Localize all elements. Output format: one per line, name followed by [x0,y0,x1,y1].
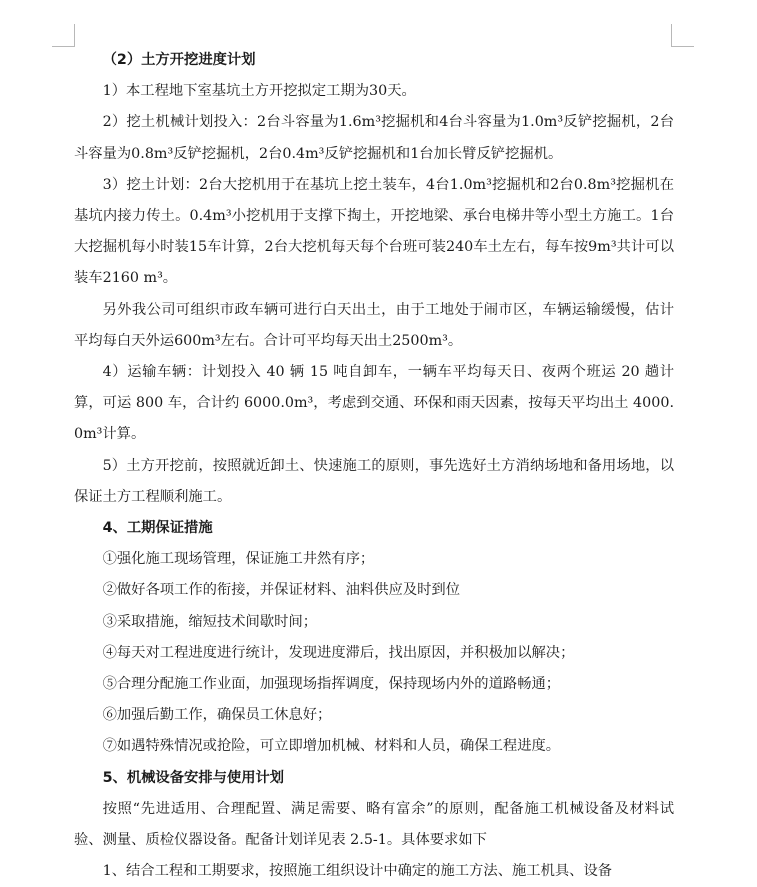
list-item: ⑦如遇特殊情况或抢险，可立即增加机械、材料和人员，确保工程进度。 [102,738,561,755]
list-item: ②做好各项工作的衔接，并保证材料、油料供应及时到位 [102,582,461,599]
paragraph: 另外我公司可组织市政车辆可进行白天出土，由于工地处于闹市区，车辆运输缓慢，估计平均每白天外运600m³左右。合计可平均每天出土2500m³。 [74,301,674,349]
margin-corner-top-right [671,24,694,47]
document-body [74,45,674,887]
paragraph: 4）运输车辆：计划投入 40 辆 15 吨自卸车，一辆车平均每天日、夜两个班运 20 趟计算，可运 800 车，合计约 6000.0m³，考虑到交通、环保和雨天因素，按每天平均出土 4000.0m³计算。 [74,364,674,443]
paragraph: 1、结合工程和工期要求，按照施工组织设计中确定的施工方法、施工机具、设备 [102,863,613,880]
section-heading-earthwork-schedule: （2）土方开挖进度计划 [102,52,256,68]
margin-corner-top-left [52,24,75,47]
paragraph: 5）土方开挖前，按照就近卸土、快速施工的原则，事先选好土方消纳场地和备用场地，以保证土方工程顺利施工。 [74,457,674,505]
section-heading-schedule-guarantee: 4、工期保证措施 [102,520,213,537]
section-heading-equipment-plan: 5、机械设备安排与使用计划 [102,769,285,786]
list-item: ⑤合理分配施工作业面，加强现场指挥调度，保持现场内外的道路畅通； [102,676,561,693]
list-item: ①强化施工现场管理，保证施工井然有序； [102,551,375,568]
paragraph: 1）本工程地下室基坑土方开挖拟定工期为30天。 [102,83,416,100]
list-item: ④每天对工程进度进行统计，发现进度滞后，找出原因，并积极加以解决； [102,644,575,661]
paragraph: 按照“先进适用、合理配置、满足需要、略有富余”的原则，配备施工机械设备及材料试验、测量、质检仪器设备。配备计划详见表 2.5-1。具体要求如下 [74,800,674,849]
list-item: ③采取措施，缩短技术间歇时间； [102,613,318,630]
paragraph: 3）挖土计划：2台大挖机用于在基坑上挖土装车，4台1.0m³挖掘机和2台0.8m³挖掘机在基坑内接力传土。0.4m³小挖机用于支撑下掏土，开挖地梁、承台电梯井等小型土方施工。1台大挖掘机每小时装15车计算，2台大挖机每天每个台班可装240车土左右，每车按9m³共计可以装车2160 m³。 [74,176,674,287]
paragraph: 2）挖土机械计划投入：2台斗容量为1.6m³挖掘机和4台斗容量为1.0m³反铲挖掘机，2台斗容量为0.8m³反铲挖掘机，2台0.4m³反铲挖掘机和1台加长臂反铲挖掘机。 [74,114,674,162]
list-item: ⑥加强后勤工作，确保员工休息好； [102,707,332,724]
